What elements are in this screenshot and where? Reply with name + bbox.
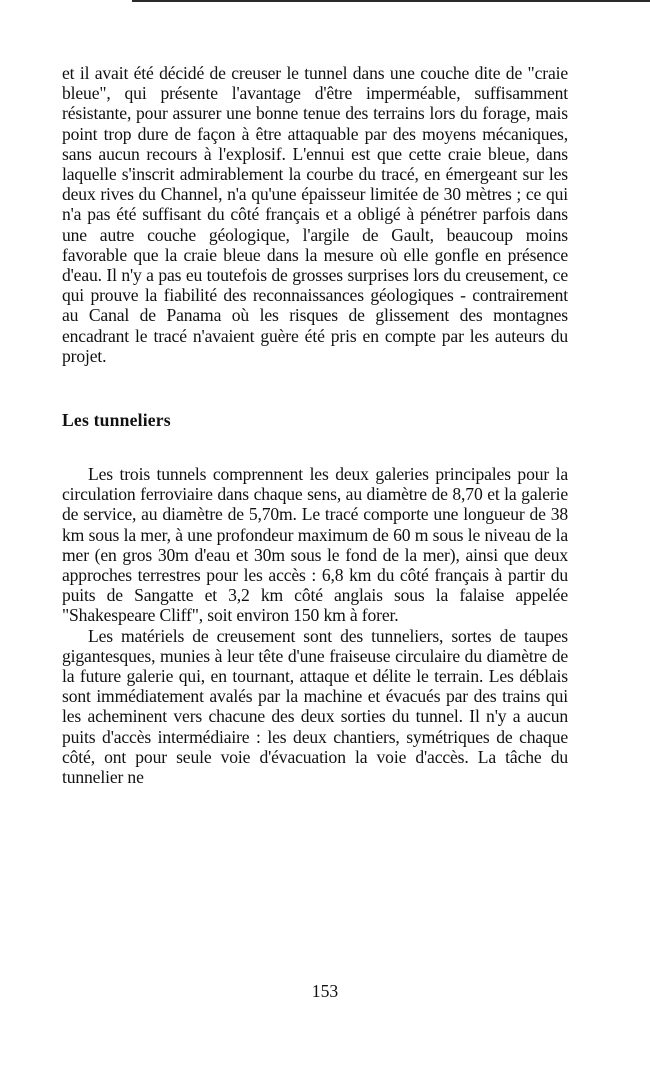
body-paragraph-tunneliers: Les matériels de creusement sont des tunneliers, sortes de taupes gigantesques, munies à leur tête d'une fraiseuse circulaire du diamètre de la future galerie qui, en tournant, attaque et délite le terrain. Les déblais sont immédiatement avalés par la machine et évacués par des trains qui les acheminent vers chacune des deux sorties du tunnel. Il n'y a aucun puits d'accès intermédiaire : les deux chantiers, symétriques de chaque côté, ont pour seule voie d'évacuation la voie d'accès. La tâche du tunnelier ne [62, 625, 568, 788]
page-number: 153 [311, 981, 339, 1001]
top-edge-rule [132, 0, 650, 2]
opening-paragraph: et il avait été décidé de creuser le tunnel dans une couche dite de "craie bleue", qui présente l'avantage d'être imperméable, suffisamment résistante, pour assurer une bonne tenue des terrains lors du forage, mais point trop dure de façon à être attaquable par des moyens mécaniques, sans aucun recours à l'explosif. L'ennui est que cette craie bleue, dans laquelle s'inscrit admirablement la courbe du tracé, en émergeant sur les deux rives du Channel, n'a qu'une épaisseur limitée de 30 mètres ; ce qui n'a pas été suffisant du côté français et a obligé à pénétrer parfois dans une autre couche géologique, l'argile de Gault, beaucoup moins favorable que la craie bleue dans la mesure où elle gonfle en présence d'eau. Il n'y a pas eu toutefois de grosses surprises lors du creusement, ce qui prouve la fiabilité des reconnaissances géologiques - contrairement au Canal de Panama où les risques de glissement des montagnes encadrant le tracé n'avaient guère été pris en compte par les auteurs du projet. [62, 63, 568, 366]
section-heading: Les tunneliers [62, 410, 171, 431]
body-paragraph-tunnels: Les trois tunnels comprennent les deux galeries principales pour la circulation ferroviaire dans chaque sens, au diamètre de 8,70 et la galerie de service, au diamètre de 5,70m. Le tracé comporte une longueur de 38 km sous la mer, à une profondeur maximum de 60 m sous le niveau de la mer (en gros 30m d'eau et 30m sous le fond de la mer), ainsi que deux approches terrestres pour les accès : 6,8 km du côté français à partir du puits de Sangatte et 3,2 km côté anglais sous la falaise appelée "Shakespeare Cliff", soit environ 150 km à forer. [62, 464, 568, 626]
book-page [62, 63, 568, 787]
